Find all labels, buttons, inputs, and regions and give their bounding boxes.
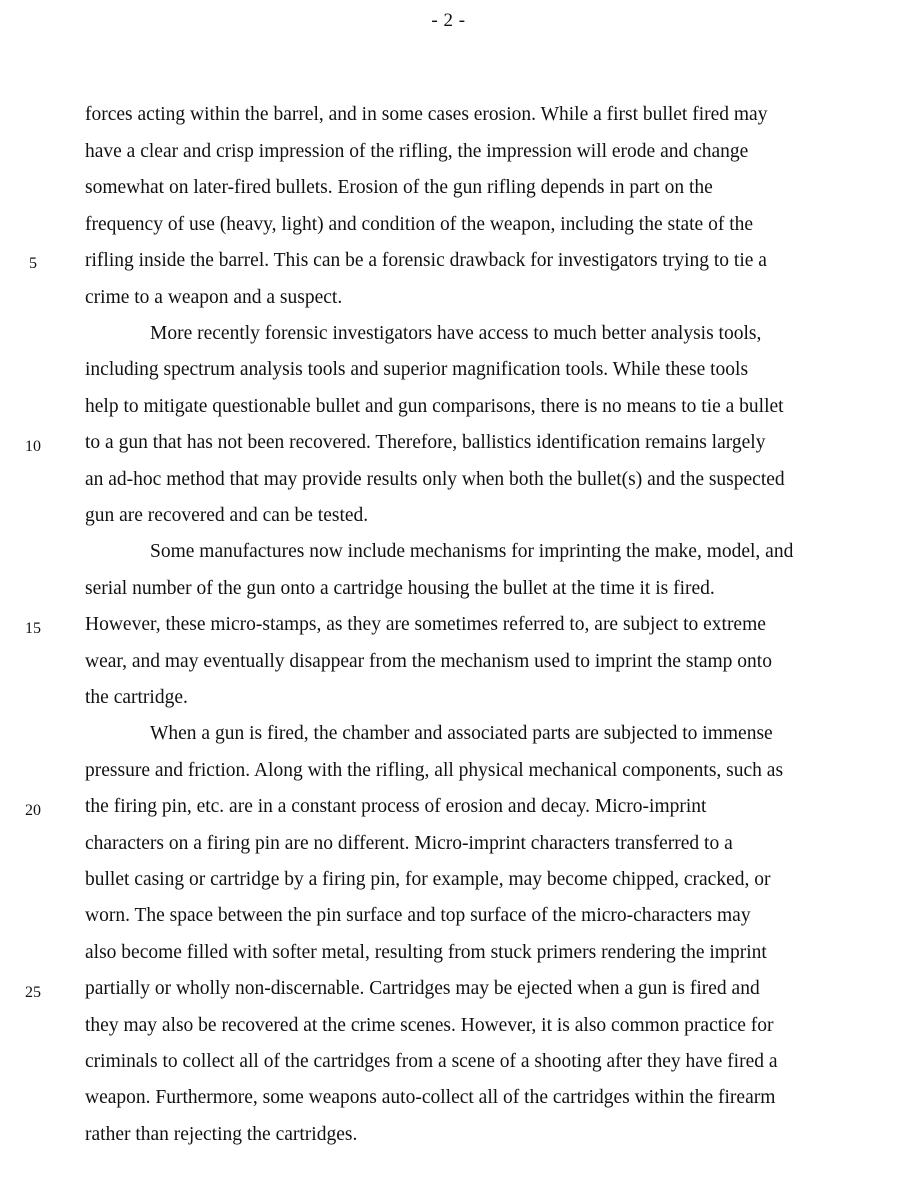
text-line: However, these micro-stamps, as they are sometimes referred to, are subject to extreme bbox=[85, 614, 766, 635]
text-line: they may also be recovered at the crime scenes. However, it is also common practice for bbox=[85, 1015, 774, 1036]
text-line: characters on a firing pin are no different. Micro-imprint characters transferred to a bbox=[85, 833, 733, 854]
paragraph-start-line: When a gun is fired, the chamber and associated parts are subjected to immense bbox=[150, 723, 773, 744]
text-line: forces acting within the barrel, and in some cases erosion. While a first bullet fired may bbox=[85, 104, 768, 125]
text-line: an ad-hoc method that may provide results only when both the bullet(s) and the suspected bbox=[85, 469, 785, 490]
text-line: criminals to collect all of the cartridges from a scene of a shooting after they have fired a bbox=[85, 1051, 778, 1072]
text-line: rather than rejecting the cartridges. bbox=[85, 1124, 358, 1145]
text-line: frequency of use (heavy, light) and condition of the weapon, including the state of the bbox=[85, 214, 754, 235]
text-line: crime to a weapon and a suspect. bbox=[85, 287, 343, 308]
page-number: - 2 - bbox=[431, 10, 466, 31]
line-number: 5 bbox=[29, 255, 37, 272]
text-line: the cartridge. bbox=[85, 687, 188, 708]
text-line: rifling inside the barrel. This can be a forensic drawback for investigators trying to tie a bbox=[85, 250, 767, 271]
text-line: bullet casing or cartridge by a firing pin, for example, may become chipped, cracked, or bbox=[85, 869, 771, 890]
text-line: to a gun that has not been recovered. Therefore, ballistics identification remains largely bbox=[85, 432, 766, 453]
line-number: 15 bbox=[25, 620, 41, 637]
paragraph-start-line: More recently forensic investigators have access to much better analysis tools, bbox=[150, 323, 762, 344]
text-line: weapon. Furthermore, some weapons auto-collect all of the cartridges within the firearm bbox=[85, 1087, 776, 1108]
text-line: somewhat on later-fired bullets. Erosion of the gun rifling depends in part on the bbox=[85, 177, 713, 198]
text-line: serial number of the gun onto a cartridge housing the bullet at the time it is fired. bbox=[85, 578, 715, 599]
paragraph-start-line: Some manufactures now include mechanisms for imprinting the make, model, and bbox=[150, 541, 794, 562]
text-line: have a clear and crisp impression of the rifling, the impression will erode and change bbox=[85, 141, 749, 162]
text-line: wear, and may eventually disappear from the mechanism used to imprint the stamp onto bbox=[85, 651, 772, 672]
line-number: 20 bbox=[25, 802, 41, 819]
line-number: 25 bbox=[25, 984, 41, 1001]
text-line: the firing pin, etc. are in a constant process of erosion and decay. Micro-imprint bbox=[85, 796, 707, 817]
text-line: pressure and friction. Along with the rifling, all physical mechanical components, such as bbox=[85, 760, 784, 781]
text-line: also become filled with softer metal, resulting from stuck primers rendering the imprint bbox=[85, 942, 767, 963]
text-line: help to mitigate questionable bullet and gun comparisons, there is no means to tie a bullet bbox=[85, 396, 784, 417]
text-line: worn. The space between the pin surface and top surface of the micro-characters may bbox=[85, 905, 751, 926]
text-line: gun are recovered and can be tested. bbox=[85, 505, 369, 526]
text-line: including spectrum analysis tools and superior magnification tools. While these tools bbox=[85, 359, 749, 380]
line-number: 10 bbox=[25, 438, 41, 455]
text-line: partially or wholly non-discernable. Cartridges may be ejected when a gun is fired and bbox=[85, 978, 760, 999]
